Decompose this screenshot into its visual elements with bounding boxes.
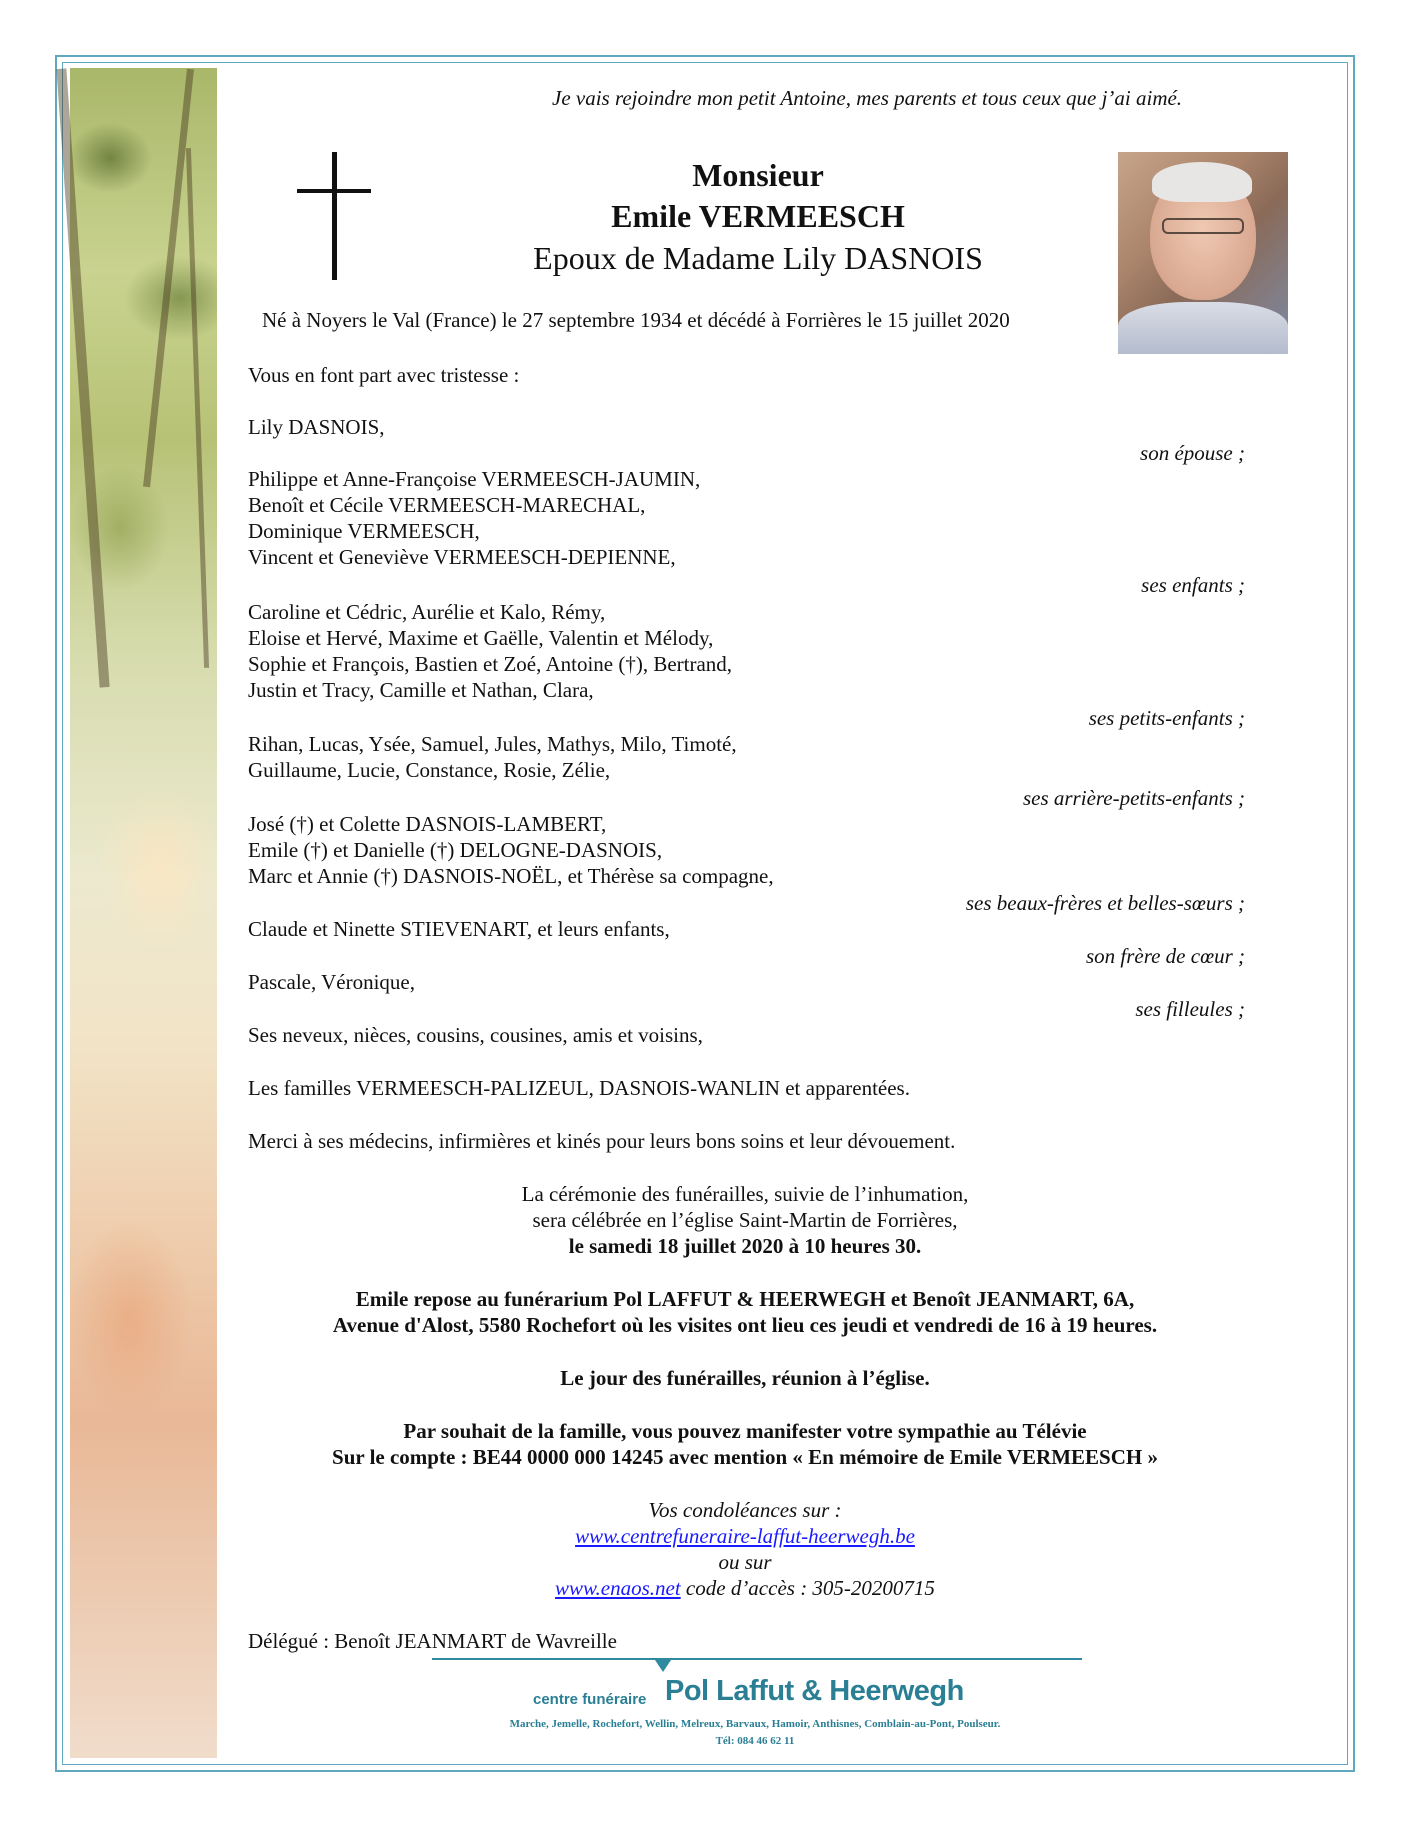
relation-label: son frère de cœur ; xyxy=(1085,944,1245,968)
epigraph-quote: Je vais rejoindre mon petit Antoine, mes parents et tous ceux que j’ai aimé. xyxy=(552,86,1183,110)
visits-line: Avenue d'Alost, 5580 Rochefort où les visites ont lieu ces jeudi et vendredi de 16 à 19 heures. xyxy=(332,1313,1158,1337)
family-line: Benoît et Cécile VERMEESCH-MARECHAL, xyxy=(248,493,646,517)
deceased-name: Emile VERMEESCH xyxy=(611,198,905,234)
birth-death-line: Né à Noyers le Val (France) le 27 septembre 1934 et décédé à Forrières le 15 juillet 2020 xyxy=(262,308,1010,332)
ceremony-date: le samedi 18 juillet 2020 à 10 heures 30. xyxy=(568,1234,922,1258)
access-code: code d’accès : 305-20200715 xyxy=(680,1576,935,1600)
meeting-line: Le jour des funérailles, réunion à l’église. xyxy=(560,1366,930,1390)
logo-phone: Tél: 084 46 62 11 xyxy=(715,1735,795,1747)
visits-line: Emile repose au funérarium Pol LAFFUT & HEERWEGH et Benoît JEANMART, 6A, xyxy=(355,1287,1135,1311)
family-line: Pascale, Véronique, xyxy=(248,970,415,994)
family-line: Marc et Annie (†) DASNOIS-NOËL, et Thérèse sa compagne, xyxy=(248,864,774,888)
family-line: Sophie et François, Bastien et Zoé, Antoine (†), Bertrand, xyxy=(248,652,733,676)
family-line: José (†) et Colette DASNOIS-LAMBERT, xyxy=(248,812,607,836)
condolences-link-wrap xyxy=(400,1523,1090,1549)
deceased-title: Monsieur xyxy=(692,157,824,193)
logo-triangle-icon xyxy=(655,1660,671,1672)
funeral-center-link[interactable]: www.centrefuneraire-laffut-heerwegh.be xyxy=(575,1524,915,1548)
family-line: Rihan, Lucas, Ysée, Samuel, Jules, Mathys, Milo, Timoté, xyxy=(248,732,737,756)
others-line: Les familles VERMEESCH-PALIZEUL, DASNOIS-WANLIN et apparentées. xyxy=(248,1076,910,1100)
relation-label: ses arrière-petits-enfants ; xyxy=(1022,786,1245,810)
portrait-photo xyxy=(1118,152,1288,354)
others-line: Ses neveux, nièces, cousins, cousines, amis et voisins, xyxy=(248,1023,703,1047)
family-line: Philippe et Anne-Françoise VERMEESCH-JAUMIN, xyxy=(248,467,701,491)
thanks-line: Merci à ses médecins, infirmières et kinés pour leurs bons soins et leur dévouement. xyxy=(248,1129,956,1153)
enaos-line xyxy=(400,1575,1090,1601)
cross-icon-bar xyxy=(297,189,371,193)
family-line: Dominique VERMEESCH, xyxy=(248,519,480,543)
family-line: Lily DASNOIS, xyxy=(248,415,385,439)
ceremony-line: La cérémonie des funérailles, suivie de l’inhumation, xyxy=(521,1182,969,1206)
relation-label: ses filleules ; xyxy=(1135,997,1245,1021)
relation-label: ses petits-enfants ; xyxy=(1088,706,1245,730)
family-line: Emile (†) et Danielle (†) DELOGNE-DASNOIS, xyxy=(248,838,663,862)
family-line: Vincent et Geneviève VERMEESCH-DEPIENNE, xyxy=(248,545,676,569)
enaos-link[interactable]: www.enaos.net xyxy=(555,1576,681,1600)
relation-label: son épouse ; xyxy=(1140,441,1245,465)
condolences-or: ou sur xyxy=(718,1550,772,1574)
intro-line: Vous en font part avec tristesse : xyxy=(248,363,520,387)
forest-path-photo xyxy=(70,68,217,1758)
relation-label: ses beaux-frères et belles-sœurs ; xyxy=(965,891,1245,915)
logo-towns: Marche, Jemelle, Rochefort, Wellin, Melreux, Barvaux, Hamoir, Anthisnes, Comblain-au-Pont, Poulseur. xyxy=(509,1718,1001,1730)
logo-small-text: centre funéraire xyxy=(533,1691,647,1708)
donation-line: Par souhait de la famille, vous pouvez manifester votre sympathie au Télévie xyxy=(403,1419,1087,1443)
logo-brand-name: Pol Laffut & Heerwegh xyxy=(665,1675,964,1707)
condolences-label: Vos condoléances sur : xyxy=(648,1498,842,1522)
donation-line: Sur le compte : BE44 0000 000 14245 avec mention « En mémoire de Emile VERMEESCH » xyxy=(332,1445,1158,1469)
cross-icon xyxy=(332,152,337,280)
spouse-line: Epoux de Madame Lily DASNOIS xyxy=(533,240,983,276)
delegate-line: Délégué : Benoît JEANMART de Wavreille xyxy=(248,1629,617,1653)
family-line: Claude et Ninette STIEVENART, et leurs enfants, xyxy=(248,917,670,941)
ceremony-line: sera célébrée en l’église Saint-Martin de Forrières, xyxy=(532,1208,958,1232)
footer-divider xyxy=(432,1658,1082,1660)
relation-label: ses enfants ; xyxy=(1141,573,1245,597)
family-line: Caroline et Cédric, Aurélie et Kalo, Rémy, xyxy=(248,600,606,624)
family-line: Eloise et Hervé, Maxime et Gaëlle, Valentin et Mélody, xyxy=(248,626,714,650)
family-line: Guillaume, Lucie, Constance, Rosie, Zélie, xyxy=(248,758,611,782)
family-line: Justin et Tracy, Camille et Nathan, Clara, xyxy=(248,678,594,702)
